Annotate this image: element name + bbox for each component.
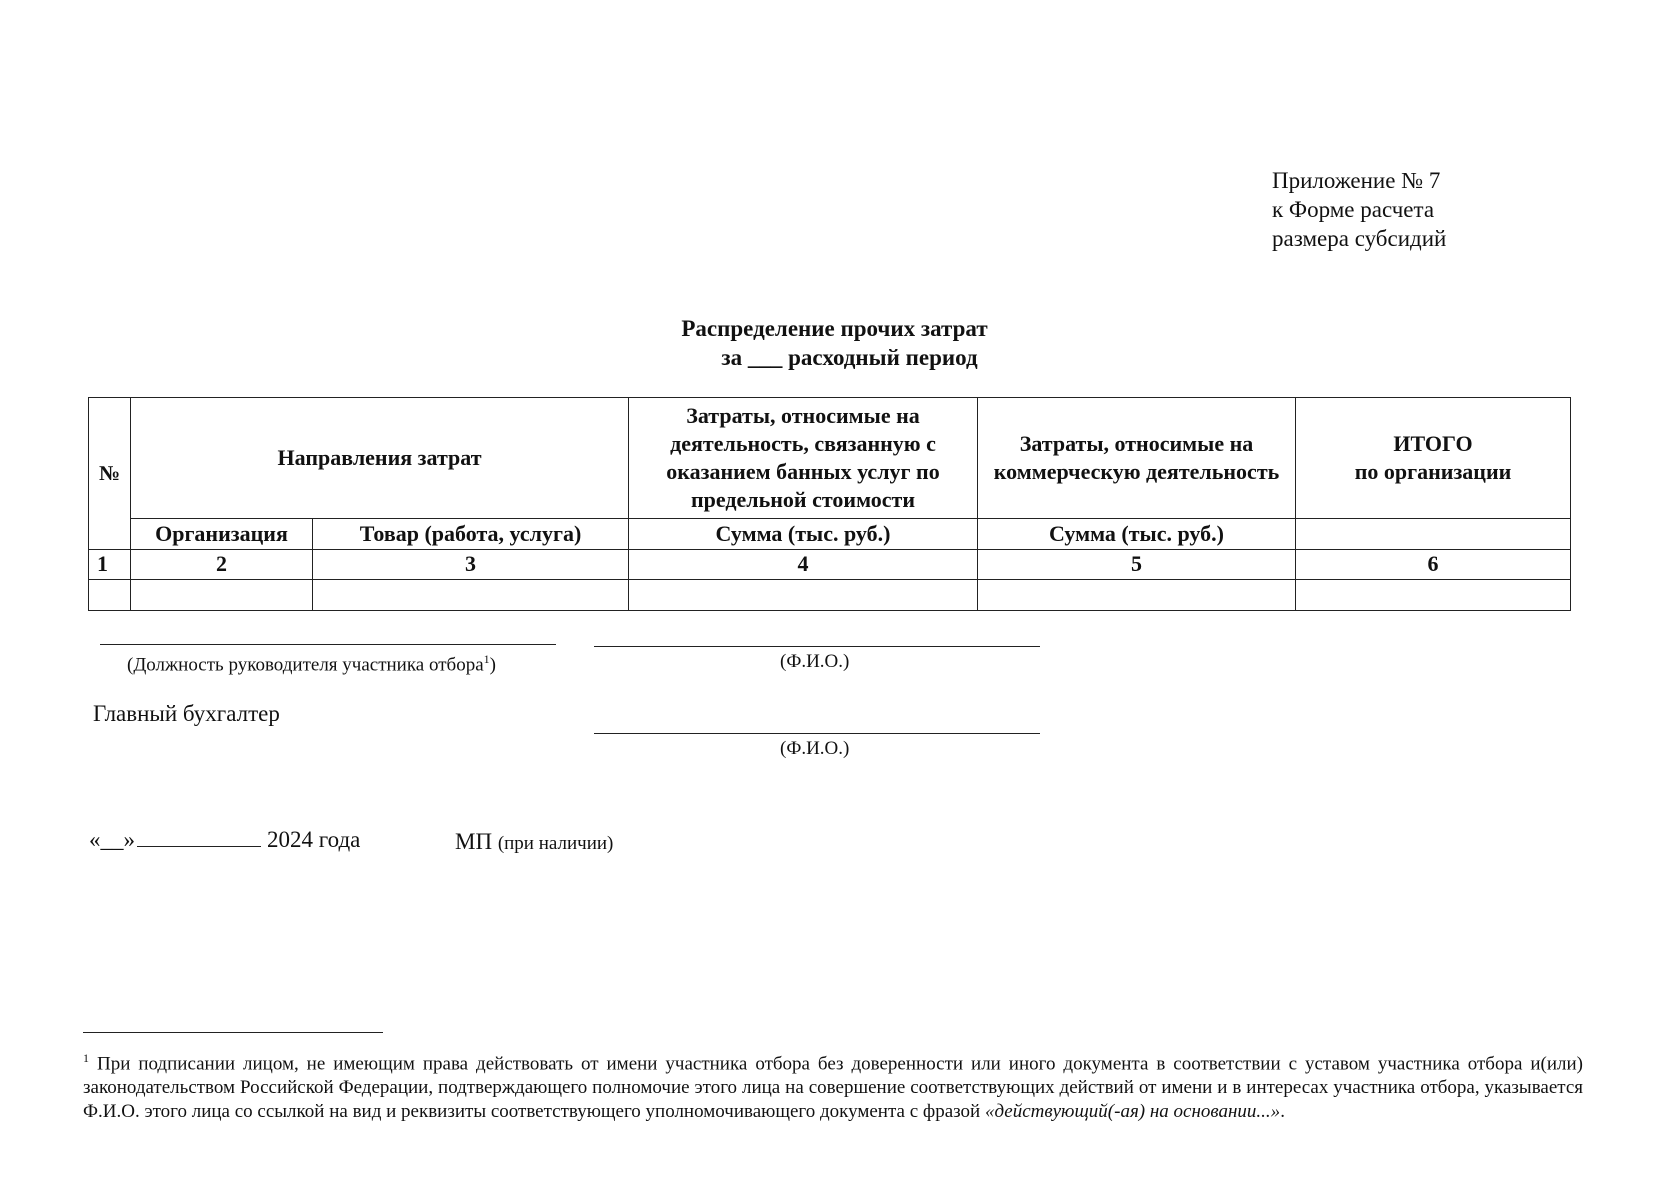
cell-number[interactable] [89, 579, 131, 610]
footnote-end: . [1280, 1101, 1285, 1123]
stamp-place [455, 828, 613, 858]
fio-signature-line-2[interactable] [594, 733, 1040, 734]
subheader-sum-commercial: Сумма (тыс. руб.) [978, 518, 1296, 549]
title-line-1: Распределение прочих затрат [681, 316, 988, 341]
table-row [89, 579, 1571, 610]
footnote [83, 1046, 1583, 1124]
cell-sum-commercial[interactable] [978, 579, 1296, 610]
footnote-text: При подписании лицом, не имеющим права действовать от имени участника отбора без доверенности или иного документа в соответствии с уставом участника отбора и(или) законодательством Российской Федерации, подтверждающего полномочие этого лица на совершение соответствующих действий от имени и в интересах участника отбора, указывается Ф.И.О. этого лица со ссылкой на вид и реквизиты соответствующего уполномочивающего документа с фразой [83, 1053, 1583, 1123]
header-number: № [89, 398, 131, 550]
fio-caption-1: (Ф.И.О.) [780, 651, 850, 672]
appendix-line-1: Приложение № 7 [1272, 168, 1441, 193]
table-subheader-row [89, 518, 1571, 549]
footnote-mark: 1 [83, 1051, 89, 1065]
stamp-label: МП [455, 829, 493, 854]
subheader-organization: Организация [131, 518, 313, 549]
header-total-line-1: ИТОГО [1393, 430, 1473, 456]
fio-signature-line-1[interactable] [594, 646, 1040, 647]
column-number-6: 6 [1296, 549, 1571, 579]
appendix-line-3: размера субсидий [1272, 226, 1447, 251]
header-bath-services: Затраты, относимые на деятельность, связанную с оказанием банных услуг по предельной стоимости [629, 398, 978, 519]
date-day: «__» [89, 827, 135, 852]
footnote-quote: «действующий(-ая) на основании...» [984, 1101, 1281, 1123]
chief-accountant-label: Главный бухгалтер [93, 701, 280, 726]
cost-distribution-table [88, 397, 1571, 611]
stamp-note: (при наличии) [497, 833, 614, 854]
header-directions: Направления затрат [131, 398, 629, 519]
header-total-line-2: по организации [1354, 458, 1512, 484]
footnote-reference: 1 [483, 652, 490, 666]
column-number-4: 4 [629, 549, 978, 579]
subheader-sum-bath: Сумма (тыс. руб.) [629, 518, 978, 549]
appendix-line-2: к Форме расчета [1272, 197, 1435, 222]
document-title [0, 314, 1669, 372]
date-line [89, 826, 360, 854]
cell-total[interactable] [1296, 579, 1571, 610]
cell-organization[interactable] [131, 579, 313, 610]
cell-goods[interactable] [313, 579, 629, 610]
header-commercial: Затраты, относимые на коммерческую деятельность [978, 398, 1296, 519]
column-number-2: 2 [131, 549, 313, 579]
table-numbering-row [89, 549, 1571, 579]
column-number-1: 1 [89, 549, 131, 579]
title-line-2: за ___ расходный период [721, 345, 978, 370]
fio-caption-2: (Ф.И.О.) [780, 738, 850, 759]
appendix-header [1272, 166, 1446, 253]
header-total [1296, 398, 1571, 519]
subheader-empty [1296, 518, 1571, 549]
position-caption [127, 647, 496, 677]
footnote-separator [83, 1032, 383, 1033]
column-number-5: 5 [978, 549, 1296, 579]
position-signature-line[interactable] [100, 644, 556, 645]
table-header-row [89, 398, 1571, 519]
date-year: 2024 года [267, 827, 361, 852]
position-caption-end: ) [489, 654, 496, 676]
position-caption-text: (Должность руководителя участника отбора [127, 654, 484, 676]
column-number-3: 3 [313, 549, 629, 579]
subheader-goods: Товар (работа, услуга) [313, 518, 629, 549]
cell-sum-bath[interactable] [629, 579, 978, 610]
date-month-blank[interactable] [137, 826, 261, 847]
